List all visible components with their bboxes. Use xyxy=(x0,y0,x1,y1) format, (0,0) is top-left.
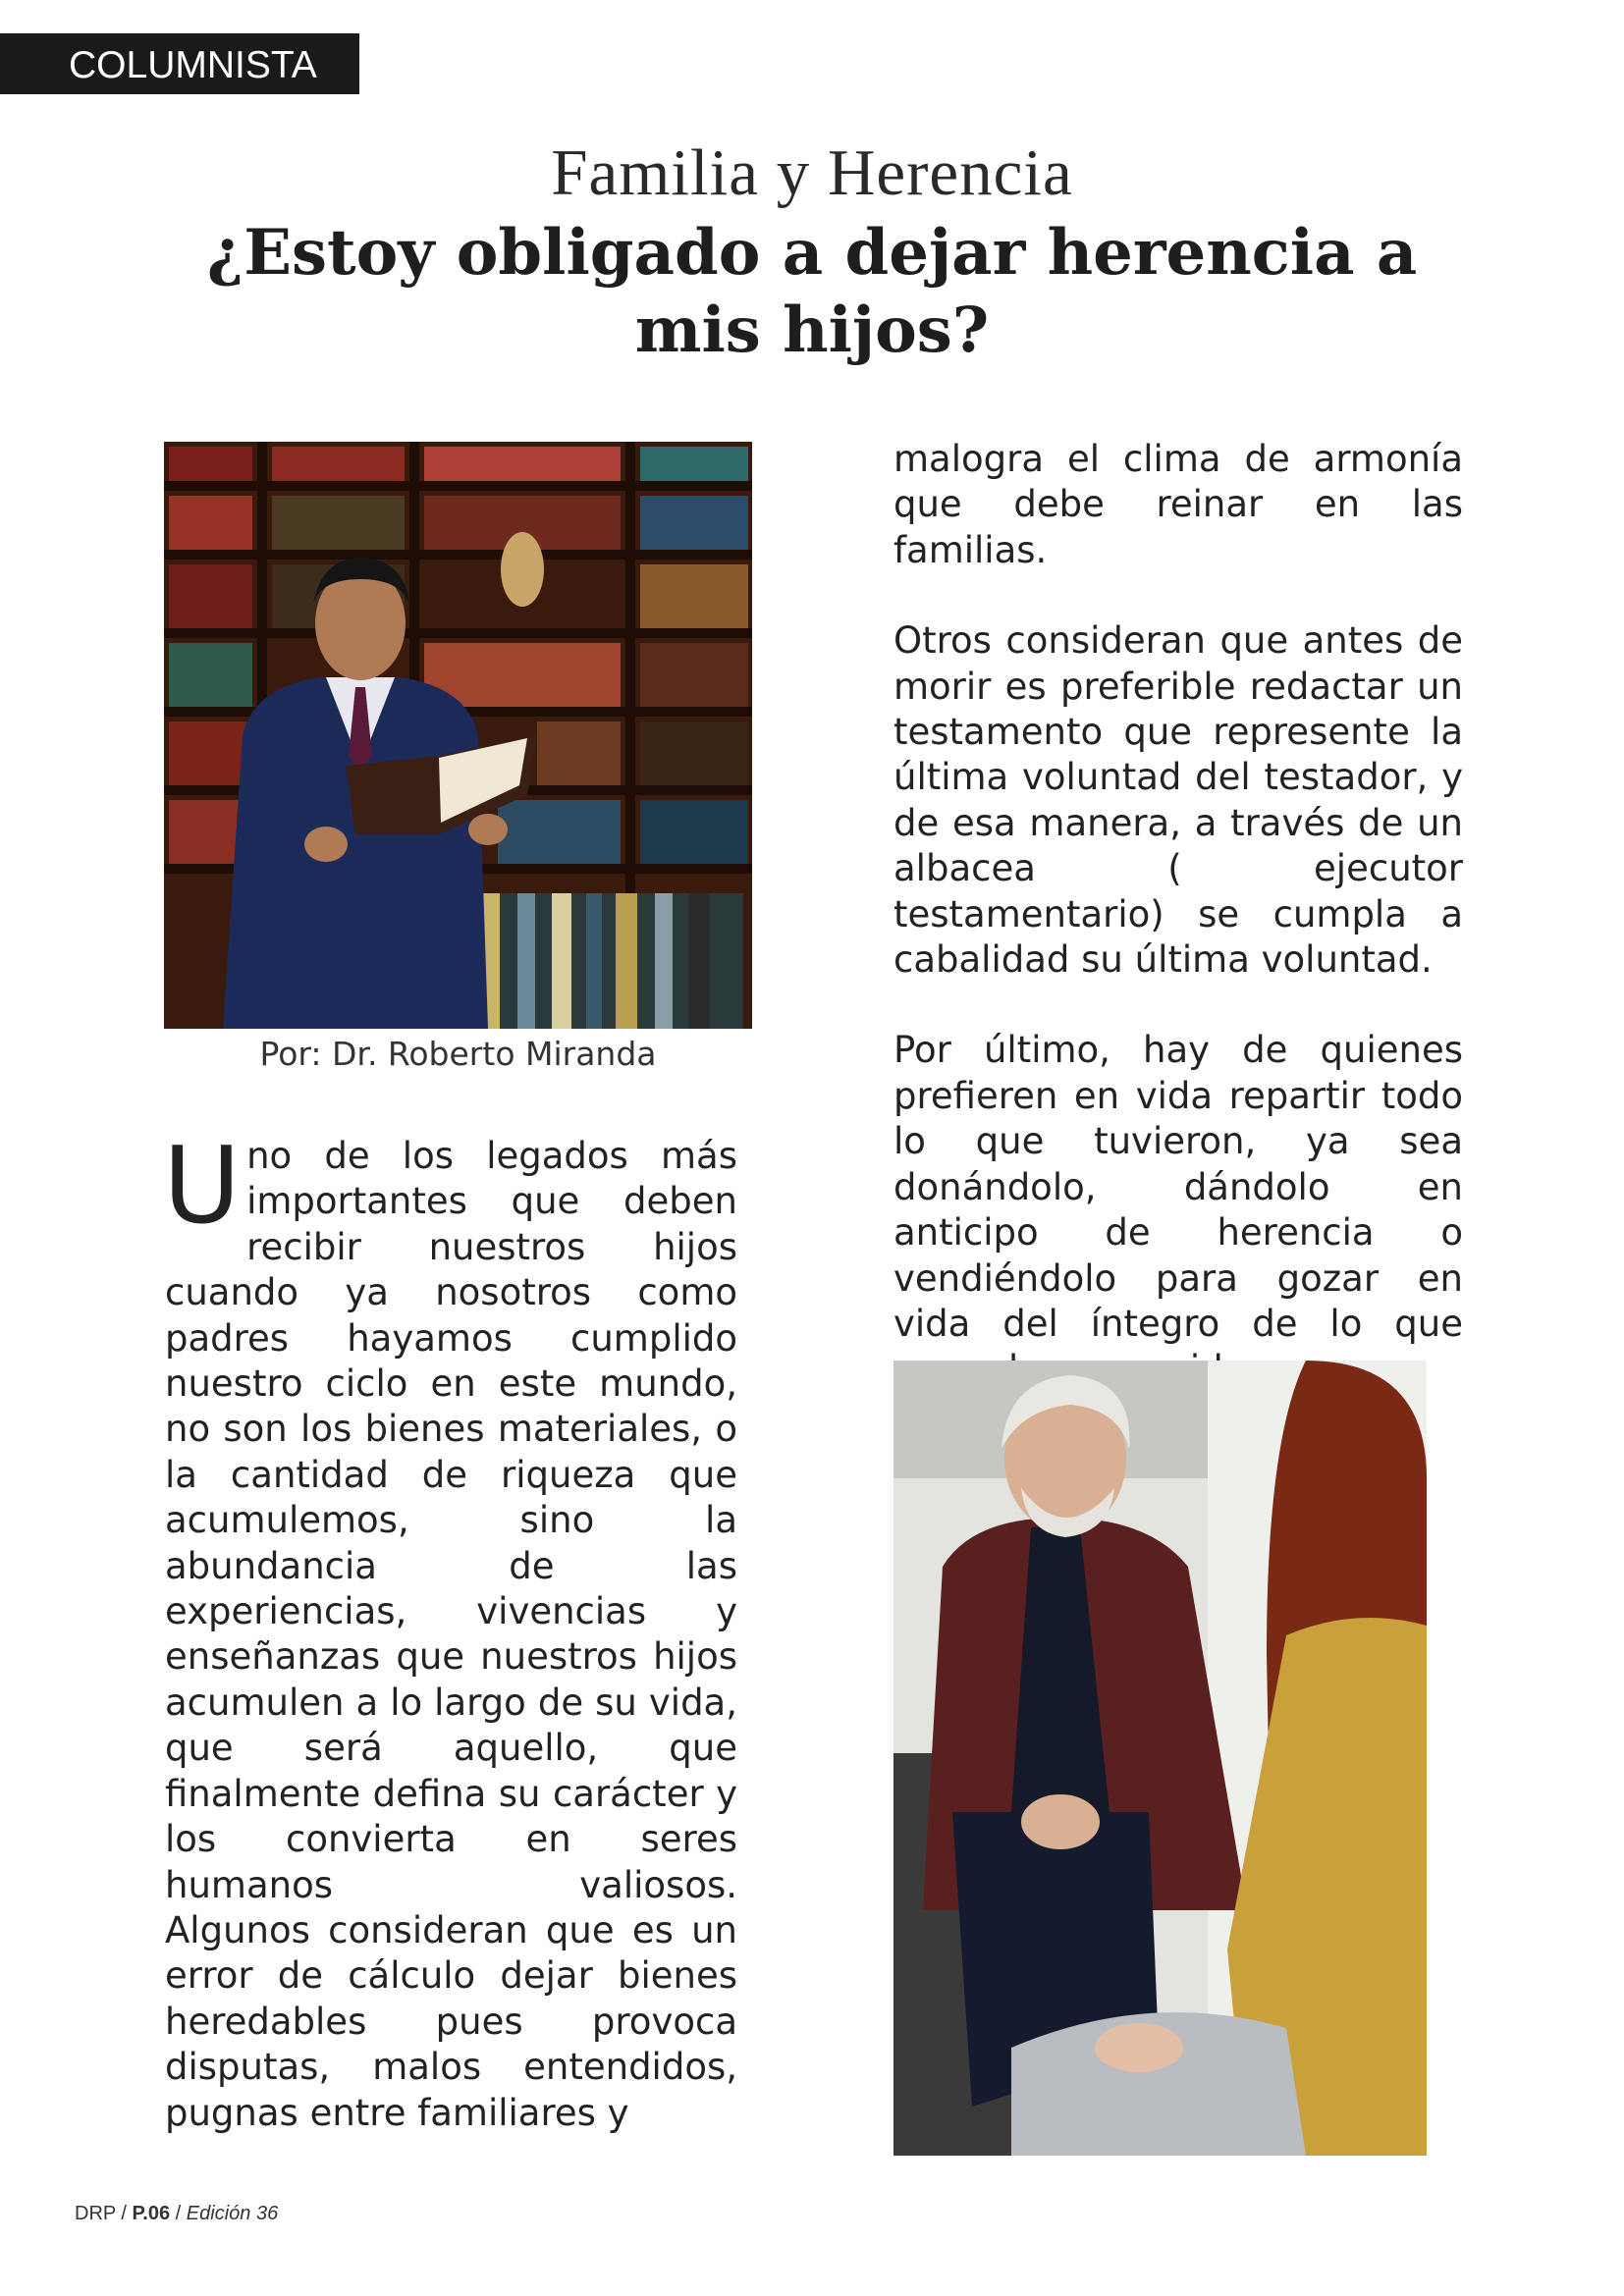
section-tag: COLUMNISTA xyxy=(0,33,359,94)
paragraph-5: Por último, hay de quienes prefieren en vida repartir todo lo que tuvieron, ya sea donándolo, dándolo en anticipo de herencia o vendiéndolo para gozar en vida del íntegro de lo que xyxy=(893,1029,1463,1345)
right-column xyxy=(893,437,1463,1393)
paragraph-3: malogra el clima de armonía que debe reinar en las familias. xyxy=(893,438,1463,571)
left-column xyxy=(163,1125,737,2136)
article-photo xyxy=(893,1361,1427,2156)
paragraph-4: Otros consideran que antes de morir es preferible redactar un testamento que represente la última voluntad del testador, y de esa manera, a través de un albacea ( ejecutor testamentario) se cumpla a cabalidad su última voluntad. xyxy=(893,619,1463,982)
author-photo xyxy=(164,442,752,1029)
paragraph-2: Algunos consideran que es un error de cálculo dejar bienes heredables pues provoca disputas, malos entendidos, pugnas entre familiares y xyxy=(165,1908,737,2134)
paragraph-1: Uno de los legados más importantes que deben recibir nuestros hijos cuando ya nosotros como padres hayamos cumplido nuestro ciclo en este mundo, no son los bienes materiales, o la cantidad de riqueza que acumulemos, sino la abundancia de las experiencias, vivencias y enseñanzas que nuestros hijos acumulen a lo largo de su vida, que será aquello, que finalmente defina su carácter y los convierta en seres humanos valiosos. xyxy=(163,1125,737,1906)
article-kicker: Familia y Herencia xyxy=(551,136,1073,209)
photo-caption: Por: Dr. Roberto Miranda xyxy=(259,1035,657,1073)
article-headline: ¿Estoy obligado a dejar herencia a mis hijos? xyxy=(206,216,1418,367)
page-footer: DRP / P.06 / Edición 36 xyxy=(75,2203,279,2224)
dropcap: U xyxy=(163,1125,242,1248)
